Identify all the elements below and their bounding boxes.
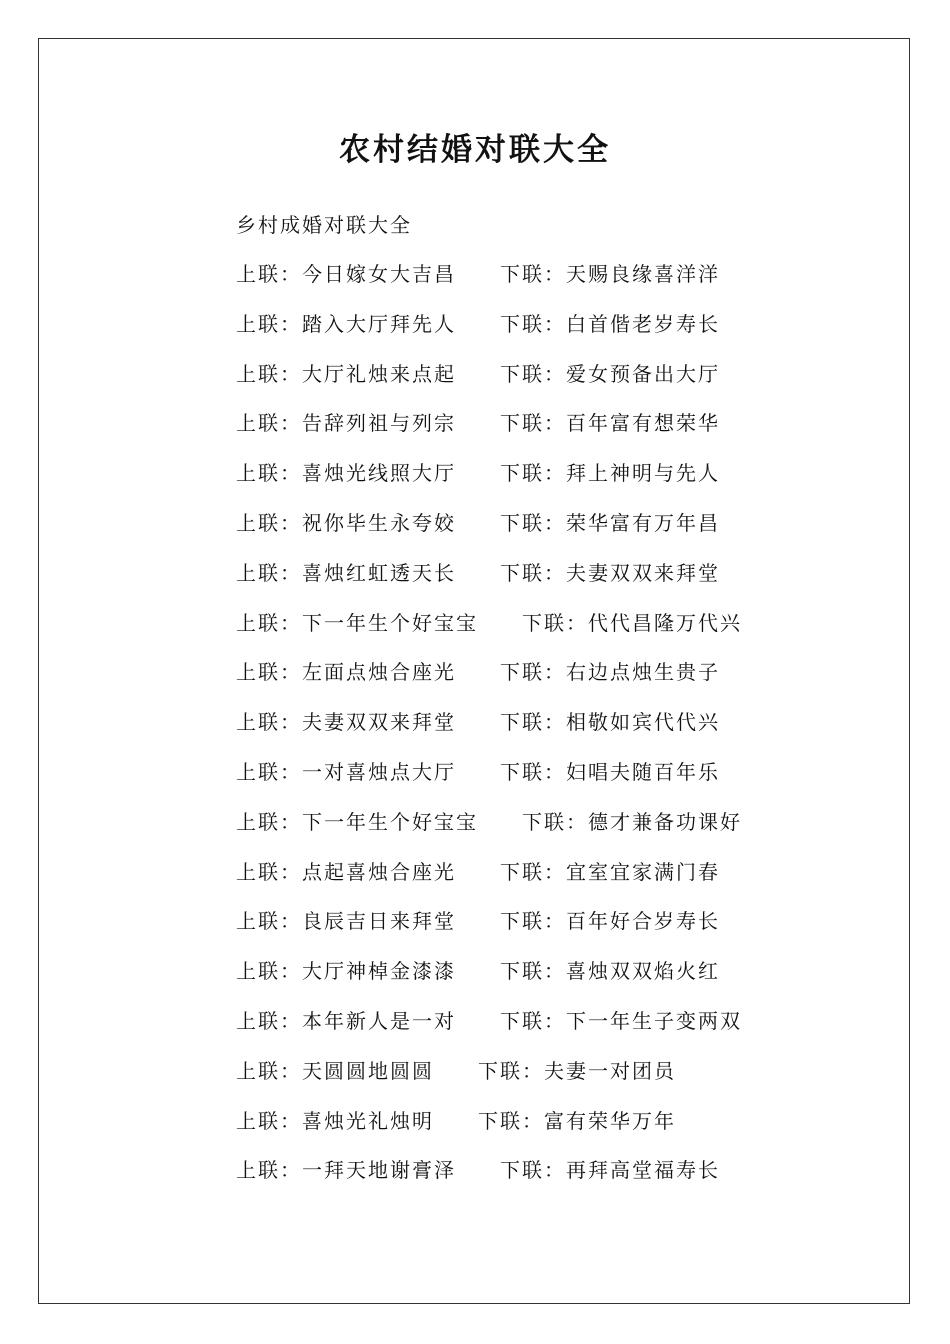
document-subtitle: 乡村成婚对联大全	[236, 213, 412, 237]
couplet-row: 上联：告辞列祖与列宗 下联：百年富有想荣华	[236, 411, 720, 436]
couplet-row: 上联：夫妻双双来拜堂 下联：相敬如宾代代兴	[236, 710, 720, 735]
couplet-row: 上联：点起喜烛合座光 下联：宜室宜家满门春	[236, 859, 720, 884]
couplet-row: 上联：喜烛光礼烛明 下联：富有荣华万年	[236, 1108, 676, 1133]
document-title: 农村结婚对联大全	[339, 132, 611, 168]
couplet-row: 上联：良辰吉日来拜堂 下联：百年好合岁寿长	[236, 909, 720, 934]
couplet-row: 上联：一拜天地谢膏泽 下联：再拜高堂福寿长	[236, 1158, 720, 1183]
couplet-row: 上联：大厅神棹金漆漆 下联：喜烛双双焰火红	[236, 959, 720, 984]
couplet-row: 上联：今日嫁女大吉昌 下联：天赐良缘喜洋洋	[236, 262, 720, 286]
couplet-row: 上联：本年新人是一对 下联：下一年生子变两双	[236, 1008, 742, 1033]
couplet-row: 上联：大厅礼烛来点起 下联：爱女预备出大厅	[236, 361, 720, 386]
couplet-row: 上联：喜烛红虹透天长 下联：夫妻双双来拜堂	[236, 560, 720, 585]
couplet-row: 上联：喜烛光线照大厅 下联：拜上神明与先人	[236, 461, 720, 486]
couplet-row: 上联：下一年生个好宝宝 下联：代代昌隆万代兴	[236, 610, 742, 635]
couplet-row: 上联：祝你毕生永夸姣 下联：荣华富有万年昌	[236, 510, 720, 535]
couplet-row: 上联：下一年生个好宝宝 下联：德才兼备功课好	[236, 809, 742, 834]
couplet-list	[236, 259, 742, 1205]
couplet-row: 上联：左面点烛合座光 下联：右边点烛生贵子	[236, 660, 720, 685]
couplet-row: 上联：天圆圆地圆圆 下联：夫妻一对团员	[236, 1058, 676, 1083]
couplet-row: 上联：踏入大厅拜先人 下联：白首偕老岁寿长	[236, 311, 720, 336]
couplet-row: 上联：一对喜烛点大厅 下联：妇唱夫随百年乐	[236, 759, 720, 784]
